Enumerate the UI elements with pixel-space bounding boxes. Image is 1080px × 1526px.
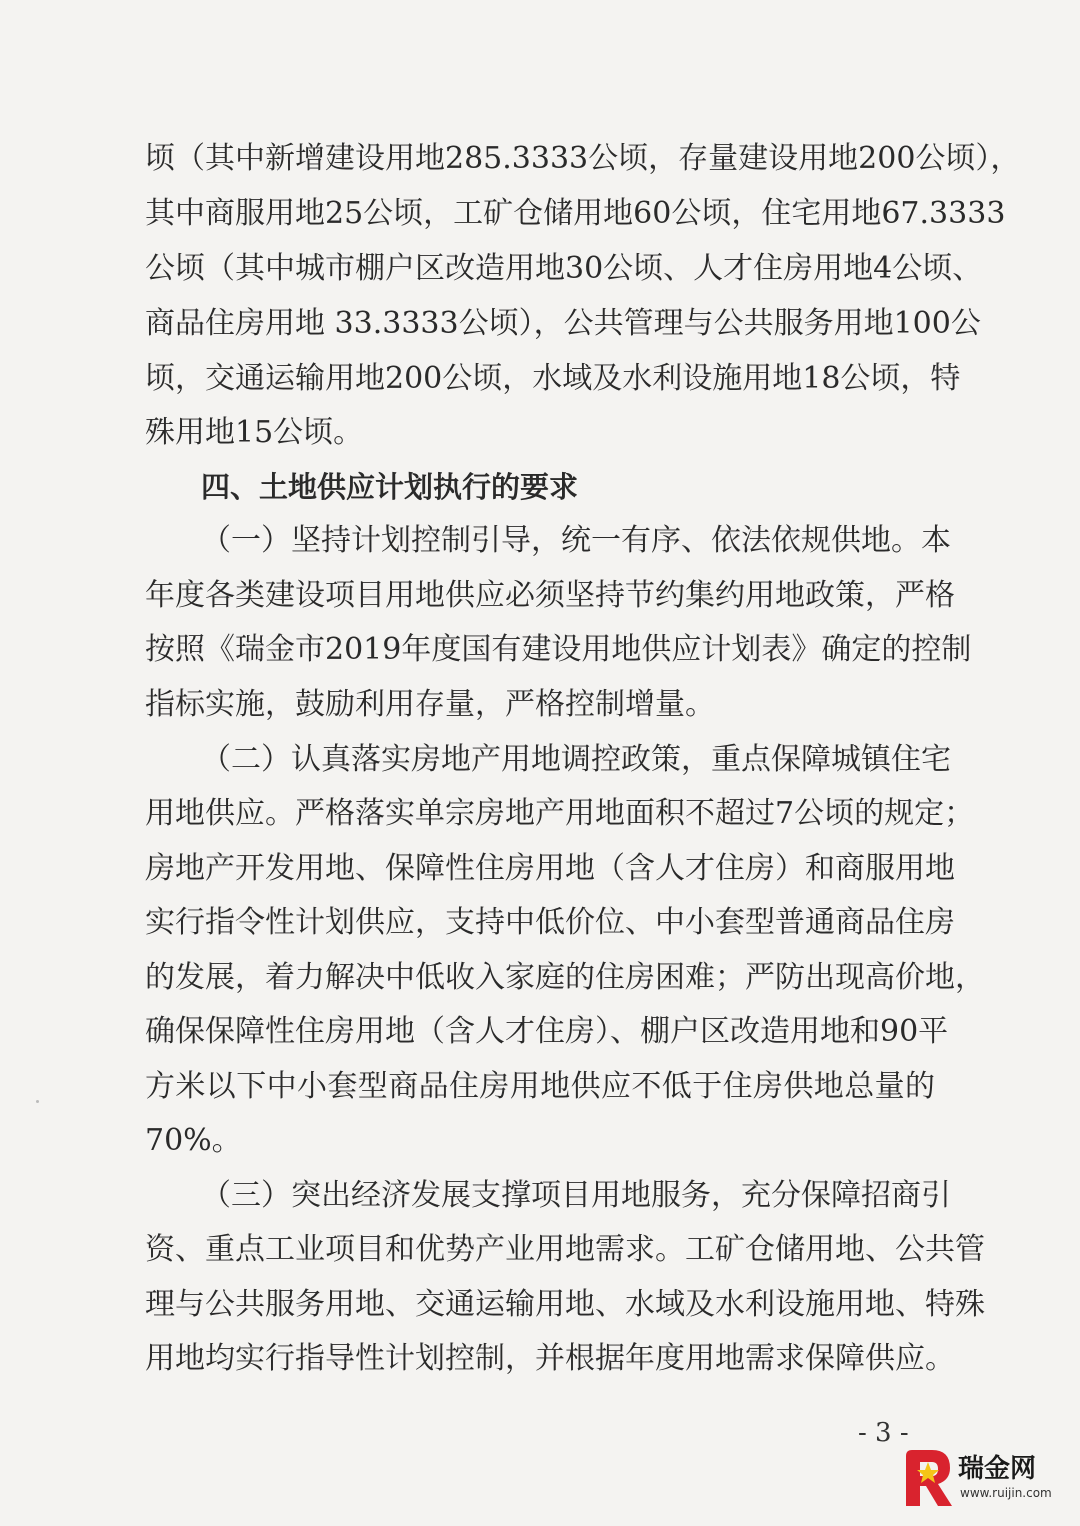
paragraph-line: 顷（其中新增建设用地285.3333公顷，存量建设用地200公顷）， <box>145 141 1021 176</box>
paragraph-line: 殊用地15公顷。 <box>145 415 364 450</box>
paragraph-line: 用地供应。严格落实单宗房地产用地面积不超过7公顷的规定； <box>145 796 975 831</box>
page-number: - 3 - <box>858 1418 909 1448</box>
paragraph-line: 用地均实行指导性计划控制，并根据年度用地需求保障供应。 <box>145 1341 955 1376</box>
paragraph-line: 理与公共服务用地、交通运输用地、水域及水利设施用地、特殊 <box>145 1287 985 1322</box>
paragraph-line: 指标实施，鼓励利用存量，严格控制增量。 <box>145 687 715 722</box>
paragraph-line: （一）坚持计划控制引导，统一有序、依法依规供地。本 <box>201 523 951 558</box>
paragraph-line: （三）突出经济发展支撑项目用地服务，充分保障招商引 <box>201 1178 951 1213</box>
paragraph-line: 的发展，着力解决中低收入家庭的住房困难；严防出现高价地， <box>145 960 985 995</box>
paragraph-line: 实行指令性计划供应，支持中低价位、中小套型普通商品住房 <box>145 905 955 940</box>
section-heading: 四、土地供应计划执行的要求 <box>201 470 579 504</box>
paragraph-line: 方米以下中小套型商品住房用地供应不低于住房供地总量的 <box>145 1069 935 1104</box>
paragraph-line: 公顷（其中城市棚户区改造用地30公顷、人才住房用地4公顷、 <box>145 251 983 286</box>
paragraph-line: （二）认真落实房地产用地调控政策，重点保障城镇住宅 <box>201 742 951 777</box>
watermark-name: 瑞金网 <box>958 1454 1037 1484</box>
paragraph-line: 资、重点工业项目和优势产业用地需求。工矿仓储用地、公共管 <box>145 1232 985 1267</box>
paragraph-line: 商品住房用地 33.3333公顷），公共管理与公共服务用地100公 <box>145 306 981 341</box>
ruijin-logo-icon <box>900 1448 956 1508</box>
paragraph-line: 房地产开发用地、保障性住房用地（含人才住房）和商服用地 <box>145 851 955 886</box>
paragraph-line: 70%。 <box>145 1123 242 1158</box>
watermark-url: www.ruijin.com <box>960 1486 1052 1500</box>
paragraph-line: 顷，交通运输用地200公顷，水域及水利设施用地18公顷，特 <box>145 361 961 396</box>
paragraph-line: 按照《瑞金市2019年度国有建设用地供应计划表》确定的控制 <box>145 632 972 667</box>
paragraph-line: 其中商服用地25公顷，工矿仓储用地60公顷，住宅用地67.3333 <box>145 196 1006 231</box>
paragraph-line: 年度各类建设项目用地供应必须坚持节约集约用地政策，严格 <box>145 578 955 613</box>
scan-speck <box>36 1100 39 1103</box>
watermark <box>900 1444 1060 1514</box>
paragraph-line: 确保保障性住房用地（含人才住房）、棚户区改造用地和90平 <box>145 1014 949 1049</box>
